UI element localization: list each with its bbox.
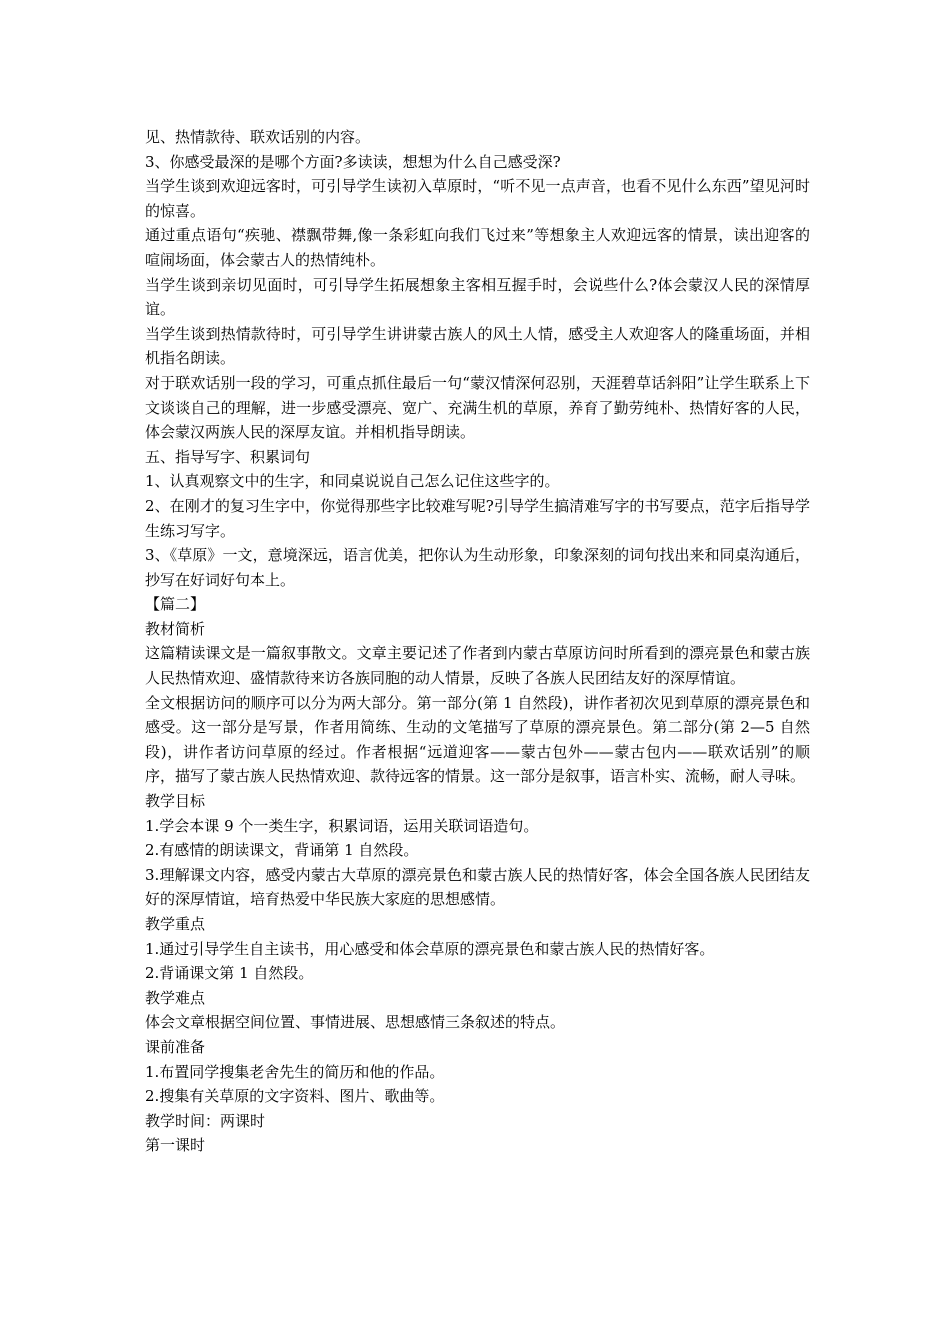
paragraph: 1、认真观察文中的生字，和同桌说说自己怎么记住这些字的。: [145, 472, 560, 491]
section-heading: 教学目标: [145, 792, 206, 811]
paragraph: 对于联欢话别一段的学习，可重点抓住最后一句“蒙汉情深何忍别，天涯碧草话斜阳”让学生联系上下文谈谈自己的理解，进一步感受漂亮、宽广、充满生机的草原，养育了勤劳纯朴、热情好客的人民，体会蒙汉两族人民的深厚友谊。并相机指导朗读。: [145, 373, 810, 442]
paragraph: 2.背诵课文第 1 自然段。: [145, 964, 314, 983]
paragraph: 3、你感受最深的是哪个方面?多读读，想想为什么自己感受深?: [145, 152, 561, 171]
paragraph: 通过重点语句“疾驰、襟飘带舞,像一条彩虹向我们飞过来”等想象主人欢迎远客的情景，读出迎客的喧闹场面，体会蒙古人的热情纯朴。: [145, 226, 810, 269]
paragraph: 1.布置同学搜集老舍先生的简历和他的作品。: [145, 1062, 445, 1081]
section-heading: 【篇二】: [145, 595, 206, 614]
section-heading: 教学重点: [145, 915, 206, 933]
section-heading: 第一课时: [145, 1136, 206, 1155]
section-heading: 教材简析: [145, 619, 206, 638]
paragraph: 教学时间：两课时: [145, 1111, 266, 1130]
document-body: [145, 125, 810, 1158]
paragraph: 2、在刚才的复习生字中，你觉得那些字比较难写呢?引导学生搞清难写字的书写要点，范字后指导学生练习写字。: [145, 496, 810, 540]
paragraph: 这篇精读课文是一篇叙事散文。文章主要记述了作者到内蒙古草原访问时所看到的漂亮景色和蒙古族人民热情欢迎、盛情款待来访各族同胞的动人情景，反映了各族人民团结友好的深厚情谊。: [145, 644, 810, 688]
paragraph: 1.通过引导学生自主读书，用心感受和体会草原的漂亮景色和蒙古族人民的热情好客。: [145, 939, 715, 958]
paragraph: 当学生谈到欢迎远客时，可引导学生读初入草原时，“听不见一点声音，也看不见什么东西”望见河时的惊喜。: [145, 177, 810, 220]
paragraph: 体会文章根据空间位置、事情进展、思想感情三条叙述的特点。: [145, 1013, 566, 1032]
section-heading: 教学难点: [145, 988, 206, 1007]
paragraph: 2.有感情的朗读课文，背诵第 1 自然段。: [145, 841, 419, 860]
paragraph: 当学生谈到热情款待时，可引导学生讲讲蒙古族人的风土人情，感受主人欢迎客人的隆重场面，并相机指名朗读。: [145, 324, 810, 368]
paragraph: 3.理解课文内容，感受内蒙古大草原的漂亮景色和蒙古族人民的热情好客，体会全国各族人民团结友好的深厚情谊，培育热爱中华民族大家庭的思想感情。: [145, 865, 810, 909]
section-heading: 课前准备: [145, 1037, 206, 1056]
paragraph: 1.学会本课 9 个一类生字，积累词语，运用关联词语造句。: [145, 816, 539, 835]
paragraph: 2.搜集有关草原的文字资料、图片、歌曲等。: [145, 1087, 445, 1106]
paragraph: 全文根据访问的顺序可以分为两大部分。第一部分(第 1 自然段)，讲作者初次见到草原的漂亮景色和感受。这一部分是写景，作者用简练、生动的文笔描写了草原的漂亮景色。第二部分(第 2—5 自然段)，讲作者访问草原的经过。作者根据“远道迎客——蒙古包外——蒙古包内——联欢话别”的顺序，描写了蒙古族人民热情欢迎、款待远客的情景。这一部分是叙事，语言朴实、流畅，耐人寻味。: [145, 693, 810, 786]
paragraph: 3、《草原》一文，意境深远，语言优美，把你认为生动形象，印象深刻的词句找出来和同桌沟通后，抄写在好词好句本上。: [145, 546, 810, 589]
paragraph: 当学生谈到亲切见面时，可引导学生拓展想象主客相互握手时，会说些什么?体会蒙汉人民的深情厚谊。: [145, 275, 810, 319]
section-heading: 五、指导写字、积累词句: [145, 447, 311, 466]
paragraph: 见、热情款待、联欢话别的内容。: [145, 128, 371, 146]
